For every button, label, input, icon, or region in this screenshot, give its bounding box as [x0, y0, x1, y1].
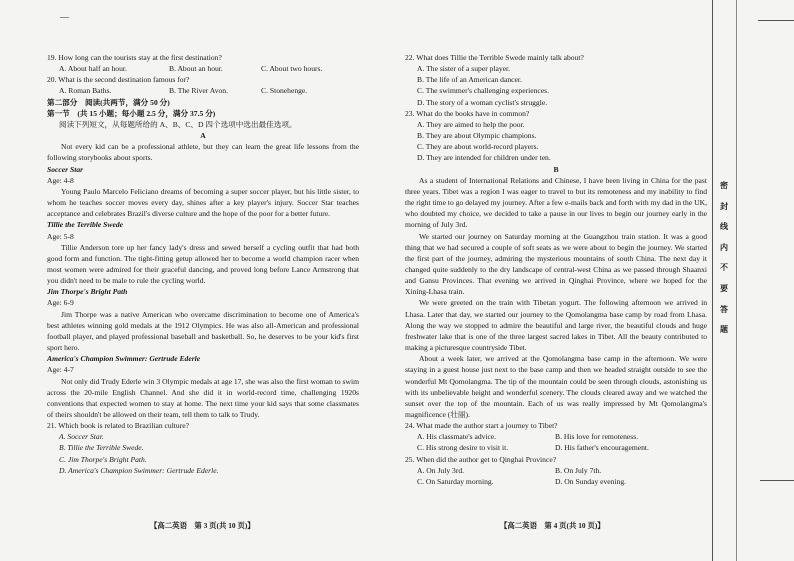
- question-19: 19. How long can the tourists stay at the first destination?: [47, 53, 222, 62]
- question-25-options-cd: [405, 476, 707, 487]
- question-25-options-ab: [405, 465, 707, 476]
- option-a: A. Soccer Star.: [59, 432, 104, 442]
- passage-paragraph: About a week later, we arrived at the Qomolangma base camp in the afternoon. We were staying in a guest house just next to the base camp and then we headed straight outside to see the wonderful Mt Qomolangma. The tip of the mountain could be seen through clouds, astonishing us with its unbelievable height and wonderful scenery. The clouds cleared away and we watched the sunset over the top of the mountain. Each of us was really impressed by Mt Qomolangma's magnificence (壮丽).: [405, 354, 707, 419]
- sealing-line-notice: [717, 176, 731, 341]
- book-title-soccer-star: Soccer Star: [47, 164, 84, 174]
- passage-intro: Not every kid can be a professional athlete, but they can learn the great life lessons from the following storybooks about sports.: [47, 142, 359, 163]
- side-char: 要: [720, 283, 728, 293]
- option-b: B. The River Avon.: [169, 86, 228, 96]
- option-d: D. The story of a woman cyclist's struggle.: [417, 97, 548, 107]
- option-d: D. They are intended for children under ten.: [417, 153, 551, 163]
- side-char: 密: [720, 181, 728, 190]
- side-char: 内: [720, 242, 728, 252]
- question-20-options: [47, 85, 359, 96]
- book-title-ederle: America's Champion Swimmer: Gertrude Ederle: [47, 354, 201, 364]
- side-char: 不: [720, 263, 728, 273]
- question-24-options-ab: [405, 431, 707, 442]
- left-page: [47, 52, 359, 476]
- option-c: C. On Saturday morning.: [417, 476, 494, 486]
- instruction: 阅读下列短文，从每题所给的 A、B、C、D 四个选项中选出最佳选项。: [59, 119, 297, 129]
- book-age: Age: 5-8: [47, 231, 74, 241]
- option-a: A. About half an hour.: [59, 64, 127, 74]
- book-age: Age: 4-7: [47, 365, 74, 375]
- question-25: 25. When did the author get to Qinghai Province?: [405, 454, 557, 464]
- passage-paragraph: We started our journey on Saturday morning at the Guangzhou train station. It was a good thing that we had secured a couple of soft seats as we were about to begin the journey. We started the first part of the journey, admiring the mysterious mountains of south China. The next day it changed quite suddenly to the dry landscape of central-west China as we passed through Shaanxi and Gansu Provinces. That evening we arrived in Qinghai Province, where we hoped for the Xining-Lhasa train.: [405, 231, 707, 297]
- book-title-jim-thorpe: Jim Thorpe's Bright Path: [47, 287, 128, 297]
- book-description: Not only did Trudy Ederle win 3 Olympic medals at age 17, she was also the first woman to swim across the 20-mile English Channel. And she did it in world-record time, challenging 1920s conventions that expected women to stay at home. The next time your kid says that some classmates of theirs shouldn't be allowed on their team, tell them to talk to Trudy.: [47, 376, 359, 419]
- side-char: 答: [720, 304, 728, 314]
- passage-paragraph: We were greeted on the train with Tibetan yogurt. The following afternoon we arrived in Lhasa. Later that day, we started our journey to the Qomolangma base camp by road from Lhasa. Along the way we stopped to admire the beautiful and large river, the beautiful clouds and huge freshwater lake that is one of the three largest sacred lakes in Tibet. All the beauty contributed to making a picturesque countryside Tibet.: [405, 298, 707, 353]
- question-19-options: [47, 63, 359, 74]
- option-b: B. The life of an American dancer.: [417, 75, 522, 85]
- right-page: [405, 52, 707, 487]
- option-c: C. They are about world-record players.: [417, 142, 539, 152]
- option-b: B. His love for remoteness.: [555, 432, 639, 442]
- passage-paragraph: As a student of International Relations and Chinese, I have been living in China for the past three years. Tibet was a region I was eager to travel to but its remoteness and my inability to find the right time to go delayed my journey. After a few e-mails back and forth with my dad in the UK, who doubted my choice, we decided to take a pause in our lives to begin our journey early in the morning of July 3rd.: [405, 175, 707, 230]
- part-heading: 第二部分 阅读(共两节，满分 50 分): [47, 97, 170, 107]
- option-a: A. They are aimed to help the poor.: [417, 119, 525, 129]
- top-mark: —: [60, 12, 69, 22]
- passage-a-label: A: [200, 131, 206, 141]
- option-d: D. On Sunday evening.: [555, 476, 627, 486]
- option-c: C. The swimmer's challenging experiences.: [417, 86, 549, 96]
- book-age: Age: 4-8: [47, 175, 74, 185]
- side-char: 题: [720, 325, 728, 335]
- option-a: A. Roman Baths.: [59, 86, 112, 96]
- question-23: 23. What do the books have in common?: [405, 108, 530, 118]
- binding-line-outer: [736, 0, 737, 561]
- question-20: 20. What is the second destination famous for?: [47, 75, 190, 85]
- page-footer-left: 【高二英语 第 3 页(共 10 页)】: [150, 521, 255, 530]
- option-d: D. His father's encouragement.: [555, 443, 649, 453]
- page-footer-right: 【高二英语 第 4 页(共 10 页)】: [500, 521, 605, 530]
- option-b: B. They are about Olympic champions.: [417, 131, 537, 141]
- margin-tick: [758, 20, 794, 21]
- option-c: C. Jim Thorpe's Bright Path.: [59, 454, 147, 464]
- side-char: 线: [720, 222, 728, 232]
- side-char: 封: [720, 201, 728, 211]
- book-description: Young Paulo Marcelo Feliciano dreams of becoming a super soccer player, but his little sister, to whom he teaches soccer moves every day, shines after a key player's injury. Soccer Star teaches acceptance and celebrates Brazil's diverse culture and the hope of the poor for a better future.: [47, 186, 359, 219]
- passage-b-label: B: [553, 164, 559, 174]
- book-age: Age: 6-9: [47, 298, 74, 308]
- question-24: 24. What made the author start a journey to Tibet?: [405, 421, 558, 431]
- section-heading: 第一节 (共 15 小题；每小题 2.5 分，满分 37.5 分): [47, 108, 216, 118]
- option-a: A. The sister of a super player.: [417, 64, 511, 74]
- option-b: B. About an hour.: [169, 64, 223, 74]
- option-b: B. On July 7th.: [555, 465, 602, 475]
- book-title-tillie: Tillie the Terrible Swede: [47, 220, 123, 230]
- margin-tick: [760, 480, 794, 481]
- option-c: C. About two hours.: [261, 64, 323, 74]
- option-a: A. His classmate's advice.: [417, 432, 497, 442]
- question-22: 22. What does Tillie the Terrible Swede mainly talk about?: [405, 53, 584, 62]
- question-21: 21. Which book is related to Brazilian culture?: [47, 421, 189, 431]
- option-d: D. America's Champion Swimmer: Gertrude Ederle.: [59, 465, 219, 475]
- book-description: Tillie Anderson tore up her fancy lady's dress and sewed herself a cycling outfit that had both good form and function. The tight-fitting getup allowed her to become a world champion racer when most women were admired for their graceful dancing, and proved long before Lance Armstrong that you didn't need to be male to rule the cycling world.: [47, 242, 359, 286]
- book-description: Jim Thorpe was a native American who overcame discrimination to become one of America's best athletes winning gold medals at the 1912 Olympics. He was also all-American and professional football player, and played professional baseball and basketball. So, he deserves to be your kid's first sport hero.: [47, 309, 359, 353]
- option-a: A. On July 3rd.: [417, 465, 465, 475]
- option-c: C. Stonehenge.: [261, 86, 308, 96]
- binding-line: [712, 0, 713, 561]
- option-c: C. His strong desire to visit it.: [417, 443, 509, 453]
- option-b: B. Tillie the Terrible Swede.: [59, 443, 144, 453]
- question-24-options-cd: [405, 442, 707, 453]
